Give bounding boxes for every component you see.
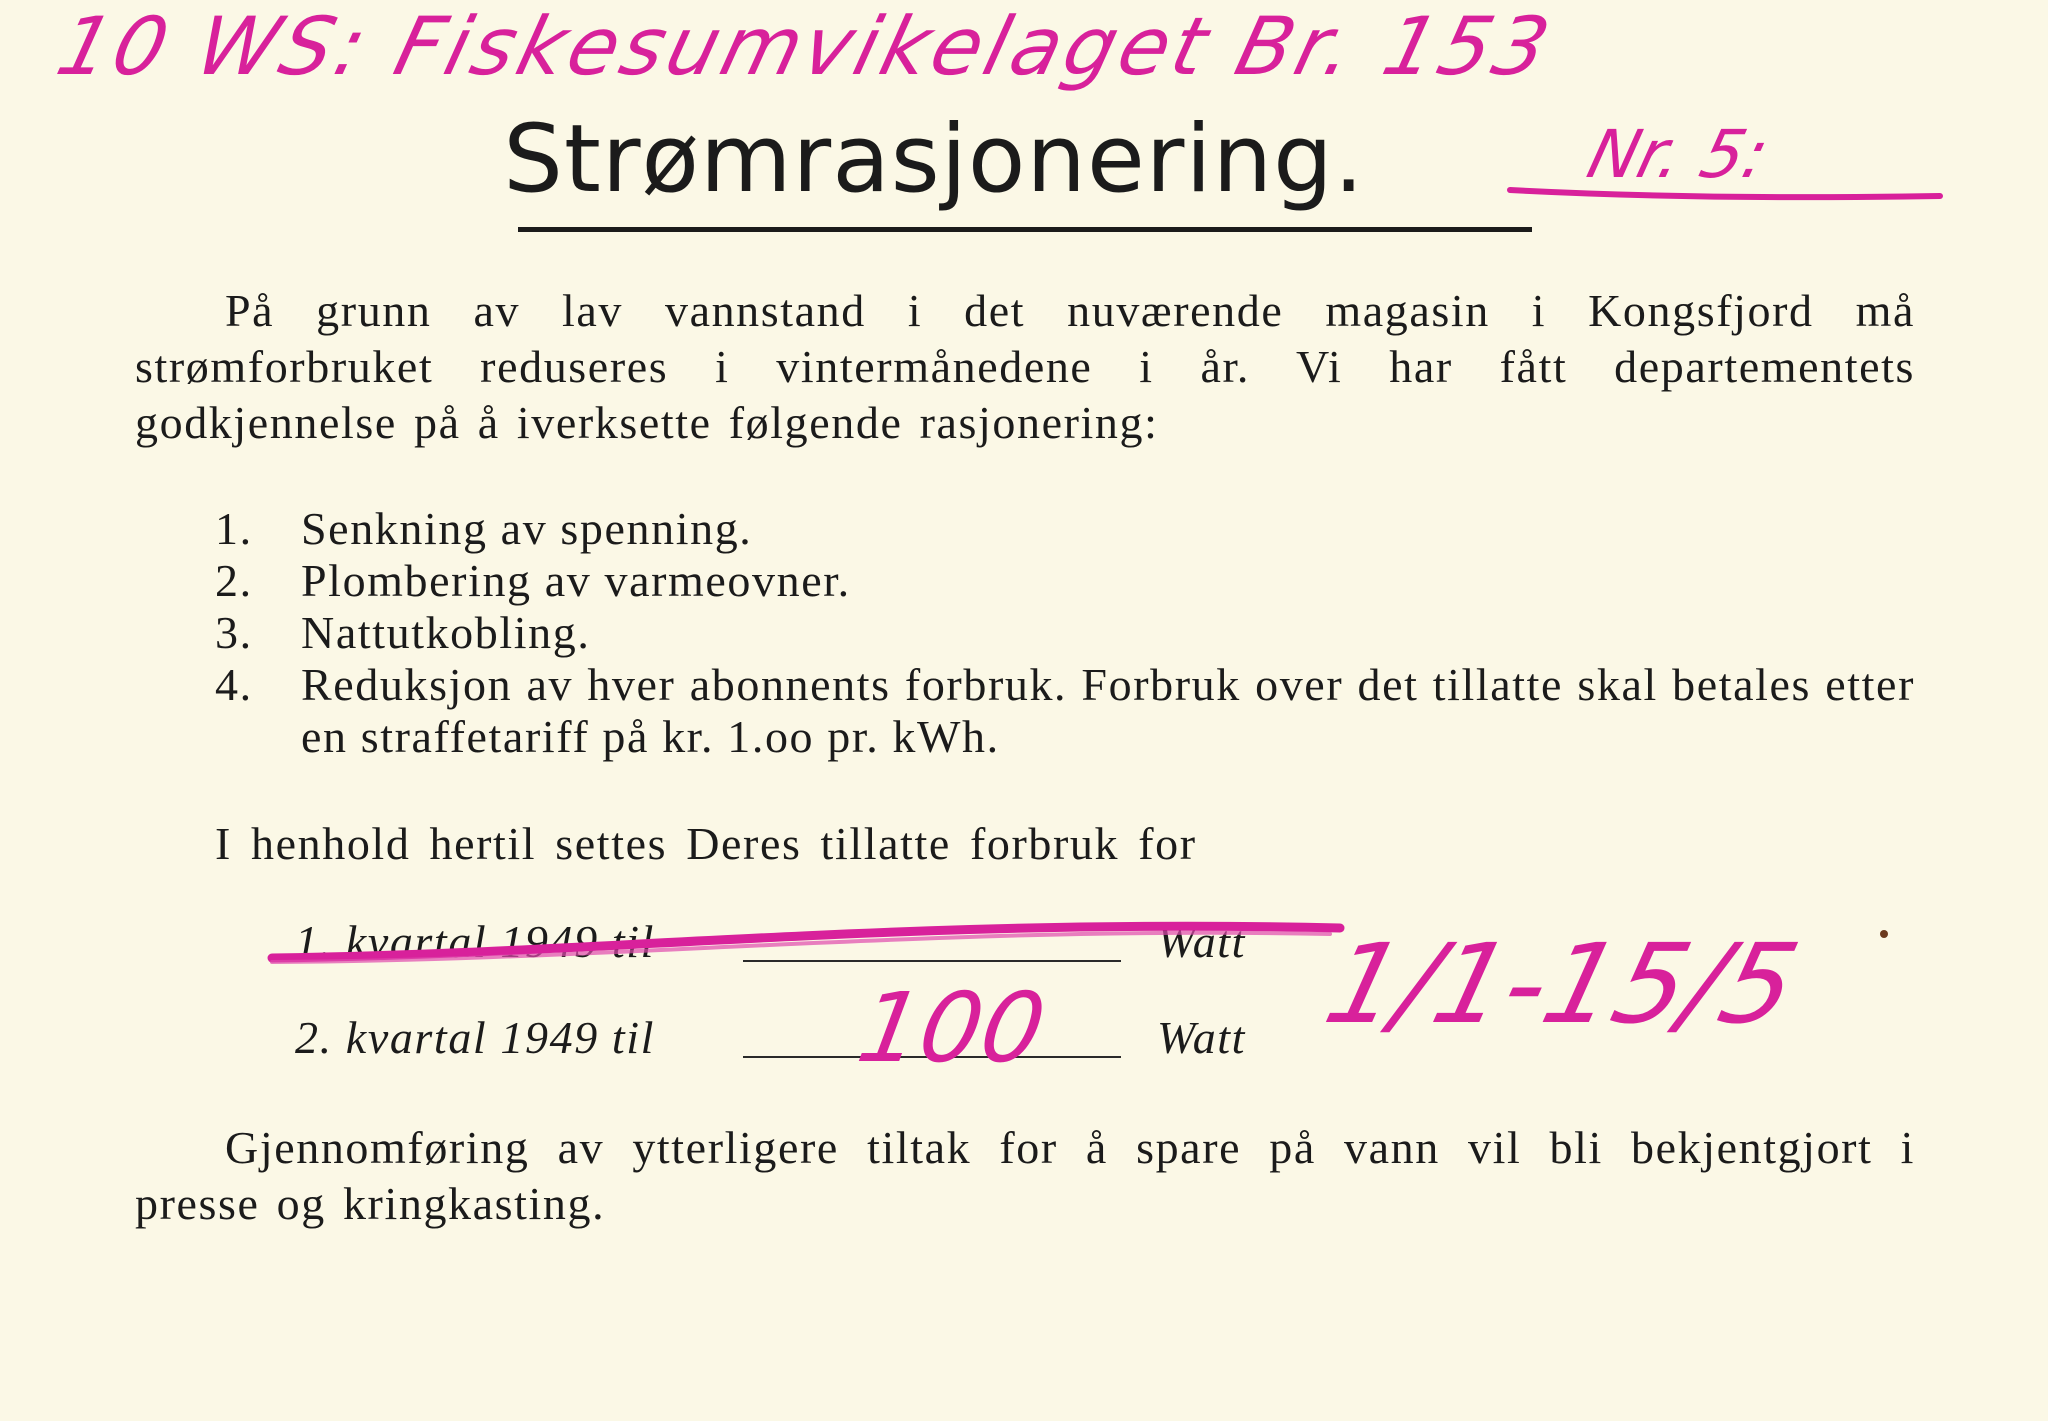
handwritten-quarter-2-value: 100 bbox=[850, 972, 1054, 1084]
allowance-intro: I henhold hertil settes Deres tillatte forbruk for bbox=[215, 818, 1197, 869]
list-item-number: 4. bbox=[215, 659, 253, 710]
list-item-text: Nattutkobling. bbox=[301, 607, 591, 658]
list-item-text: Senkning av spenning. bbox=[301, 503, 753, 554]
title-underline bbox=[518, 227, 1532, 232]
list-item-number: 2. bbox=[215, 555, 253, 606]
intro-text: grunn av lav vannstand i det nuværende magasin i Kongsfjord må strømforbruket reduseres i vintermånedene i år. Vi har fått departementets godkjennelse på å iverksette følgende rasjonering: bbox=[135, 285, 1915, 448]
quarter-1-row bbox=[295, 914, 1247, 970]
list-item bbox=[215, 659, 1915, 763]
outro-text: av ytterligere tiltak for å spare på vann vil bli bekjentgjort i presse og kringkasting. bbox=[135, 1122, 1915, 1229]
handwritten-header-note: 10 WS: Fiskesumvikelaget Br. 153 bbox=[48, 0, 1563, 93]
measures-list bbox=[215, 503, 1915, 763]
list-item bbox=[215, 503, 1915, 555]
list-item-text: Reduksjon av hver abonnents forbruk. Forbruk over det tillatte skal betales etter en straffetariff på kr. 1.oo pr. kWh. bbox=[301, 659, 1915, 762]
handwritten-number-note: Nr. 5: bbox=[1580, 116, 1777, 193]
quarter-2-label: 2. kvartal 1949 til bbox=[295, 1012, 656, 1063]
ink-speck bbox=[1880, 930, 1888, 938]
list-item-number: 3. bbox=[215, 607, 253, 658]
list-item-number: 1. bbox=[215, 503, 253, 554]
handwritten-date-range: 1/1-15/5 bbox=[1314, 920, 1810, 1048]
intro-first-word: På bbox=[225, 285, 275, 336]
quarter-2-unit: Watt bbox=[1157, 1012, 1247, 1063]
quarter-1-blank-line bbox=[743, 960, 1121, 962]
closing-paragraph bbox=[135, 1120, 1915, 1232]
quarter-1-label: 1. kvartal 1949 til bbox=[295, 916, 656, 967]
intro-paragraph bbox=[135, 283, 1915, 451]
list-item bbox=[215, 607, 1915, 659]
list-item bbox=[215, 555, 1915, 607]
list-item-text: Plombering av varmeovner. bbox=[301, 555, 851, 606]
outro-first-word: Gjennomføring bbox=[225, 1122, 530, 1173]
quarter-1-unit: Watt bbox=[1157, 916, 1247, 967]
page-title: Strømrasjonering. bbox=[503, 105, 1365, 214]
